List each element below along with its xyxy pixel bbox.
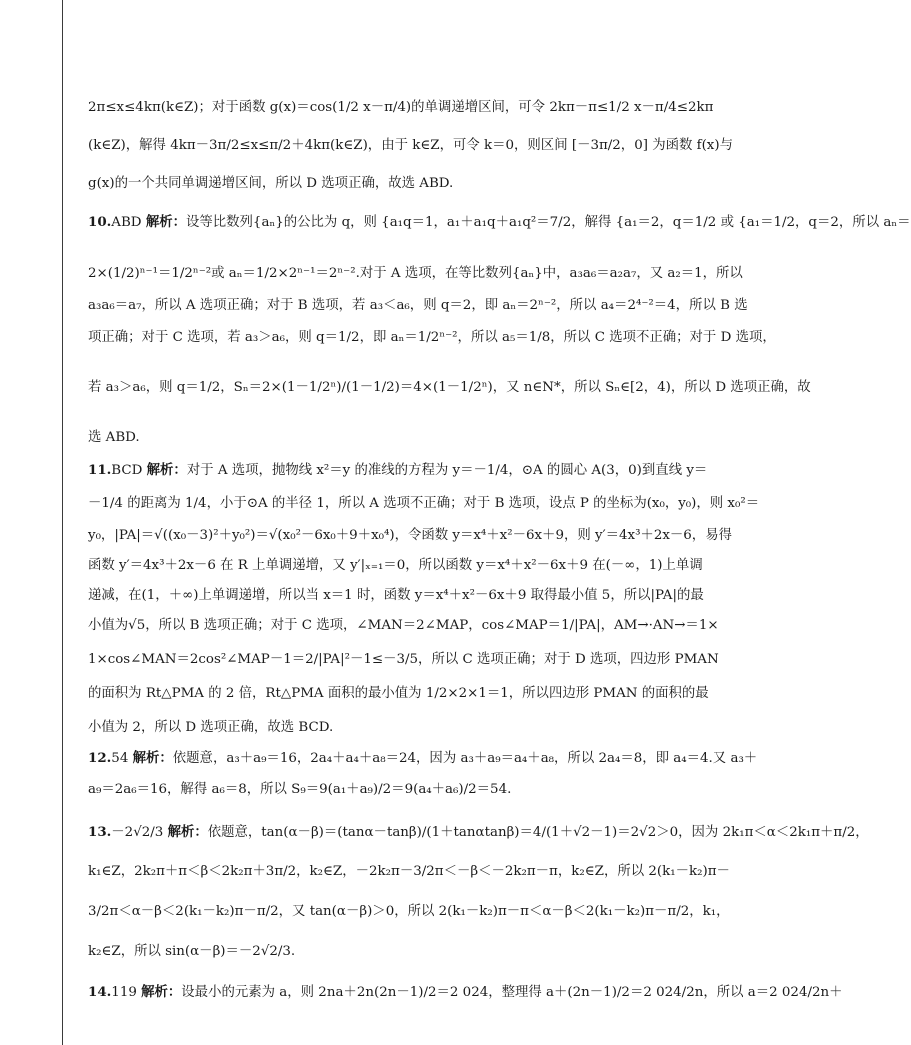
problem-number: 13. [88,824,112,840]
solution-text: 设最小的元素为 a，则 2na＋2n(2n－1)/2＝2 024，整理得 a＋(2n－1)/2＝2 024/2n，所以 a＝2 024/2n＋ [181,985,843,1000]
continuation-line-1: 2π≤x≤4kπ(k∈Z)；对于函数 g(x)＝cos(1/2 x－π/4)的单调递增区间，可令 2kπ－π≤1/2 x－π/4≤2kπ [88,100,714,115]
answer: －2√2/3 [111,825,164,840]
answer: ABD [111,215,142,230]
problem-number: 14. [88,984,112,1000]
problem-11-line-5: 递减，在(1，＋∞)上单调递增，所以当 x＝1 时，函数 y＝x⁴＋x²－6x＋9 取得最小值 5，所以|PA|的最 [88,588,704,603]
problem-10-line-6: 选 ABD. [88,430,140,445]
solution-label: 解析： [141,985,182,1000]
solution-text: 对于 A 选项，抛物线 x²＝y 的准线的方程为 y＝－1/4，⊙A 的圆心 A(3，0)到直线 y＝ [186,463,708,478]
problem-13-line-2: k₁∈Z，2k₂π＋π＜β＜2k₂π＋3π/2，k₂∈Z，－2k₂π－3/2π＜－β＜－2k₂π－π，k₂∈Z，所以 2(k₁－k₂)π－ [88,864,730,879]
answer: 54 [111,751,129,766]
continuation-line-3: g(x)的一个共同单调递增区间，所以 D 选项正确，故选 ABD. [88,176,454,191]
problem-11-line-3: y₀，|PA|＝√((x₀－3)²＋y₀²)＝√(x₀²－6x₀＋9＋x₀⁴)，令函数 y＝x⁴＋x²－6x＋9，则 y′＝4x³＋2x－6，易得 [88,528,732,543]
page-margin-rule [62,0,63,1045]
problem-11-line-7: 1×cos∠MAN＝2cos²∠MAP－1＝2/|PA|²－1≤－3/5，所以 C 选项正确；对于 D 选项，四边形 PMAN [88,652,719,667]
problem-number: 10. [88,214,112,230]
problem-11-line-2: －1/4 的距离为 1/4，小于⊙A 的半径 1，所以 A 选项不正确；对于 B 选项，设点 P 的坐标为(x₀，y₀)，则 x₀²＝ [88,496,760,511]
solution-text: 依题意，tan(α－β)＝(tanα－tanβ)/(1＋tanαtanβ)＝4/(1＋√2－1)＝2√2＞0，因为 2k₁π＜α＜2k₁π＋π/2， [207,825,869,840]
problem-number: 12. [88,750,112,766]
answer: 119 [111,985,137,1000]
problem-11-line-9: 小值为 2，所以 D 选项正确，故选 BCD. [88,720,334,735]
solution-label: 解析： [132,751,173,766]
problem-12-header [88,748,758,770]
problem-10-line-4: 项正确；对于 C 选项，若 a₃＞a₆，则 q＝1/2，即 aₙ＝1/2ⁿ⁻²，所以 a₅＝1/8，所以 C 选项不正确；对于 D 选项， [88,330,776,345]
problem-13-header [88,822,869,844]
problem-13-line-4: k₂∈Z，所以 sin(α－β)＝－2√2/3. [88,944,296,959]
problem-12-line-2: a₉＝2a₆＝16，解得 a₆＝8，所以 S₉＝9(a₁＋a₉)/2＝9(a₄＋a₆)/2＝54. [88,782,512,797]
solution-text: 设等比数列{aₙ}的公比为 q，则 {a₁q＝1，a₁＋a₁q＋a₁q²＝7/2，解得 {a₁＝2，q＝1/2 或 {a₁＝1/2，q＝2，所以 aₙ＝ [185,215,911,230]
problem-13-line-3: 3/2π＜α－β＜2(k₁－k₂)π－π/2，又 tan(α－β)＞0，所以 2(k₁－k₂)π－π＜α－β＜2(k₁－k₂)π－π/2，k₁， [88,904,730,919]
solution-text: 依题意，a₃＋a₉＝16，2a₄＋a₄＋a₈＝24，因为 a₃＋a₉＝a₄＋a₈，所以 2a₄＝8，即 a₄＝4.又 a₃＋ [172,751,758,766]
problem-11-line-6: 小值为√5，所以 B 选项正确；对于 C 选项，∠MAN＝2∠MAP，cos∠MAP＝1/|PA|，AM→·AN→＝1× [88,618,719,633]
problem-10-header [88,212,911,234]
solution-label: 解析： [146,463,187,478]
problem-10-line-5: 若 a₃＞a₆，则 q＝1/2，Sₙ＝2×(1－1/2ⁿ)/(1－1/2)＝4×(1－1/2ⁿ)，又 n∈N*，所以 Sₙ∈[2，4)，所以 D 选项正确，故 [88,380,811,395]
answer: BCD [111,463,143,478]
solution-label: 解析： [145,215,186,230]
problem-14-header [88,982,843,1004]
problem-11-line-4: 函数 y′＝4x³＋2x－6 在 R 上单调递增，又 y′|ₓ₌₁＝0，所以函数 y＝x⁴＋x²－6x＋9 在(－∞，1)上单调 [88,558,703,573]
problem-10-line-2: 2×(1/2)ⁿ⁻¹＝1/2ⁿ⁻²或 aₙ＝1/2×2ⁿ⁻¹＝2ⁿ⁻².对于 A 选项，在等比数列{aₙ}中，a₃a₆＝a₂a₇，又 a₂＝1，所以 [88,266,743,281]
solution-label: 解析： [167,825,208,840]
problem-10-line-3: a₃a₆＝a₇，所以 A 选项正确；对于 B 选项，若 a₃＜a₆，则 q＝2，即 aₙ＝2ⁿ⁻²，所以 a₄＝2⁴⁻²＝4，所以 B 选 [88,298,748,313]
problem-number: 11. [88,462,112,478]
problem-11-header [88,460,708,482]
continuation-line-2: (k∈Z)，解得 4kπ－3π/2≤x≤π/2＋4kπ(k∈Z)，由于 k∈Z，可令 k＝0，则区间 [－3π/2，0] 为函数 f(x)与 [88,138,733,153]
problem-11-line-8: 的面积为 Rt△PMA 的 2 倍，Rt△PMA 面积的最小值为 1/2×2×1＝1，所以四边形 PMAN 的面积的最 [88,686,709,701]
